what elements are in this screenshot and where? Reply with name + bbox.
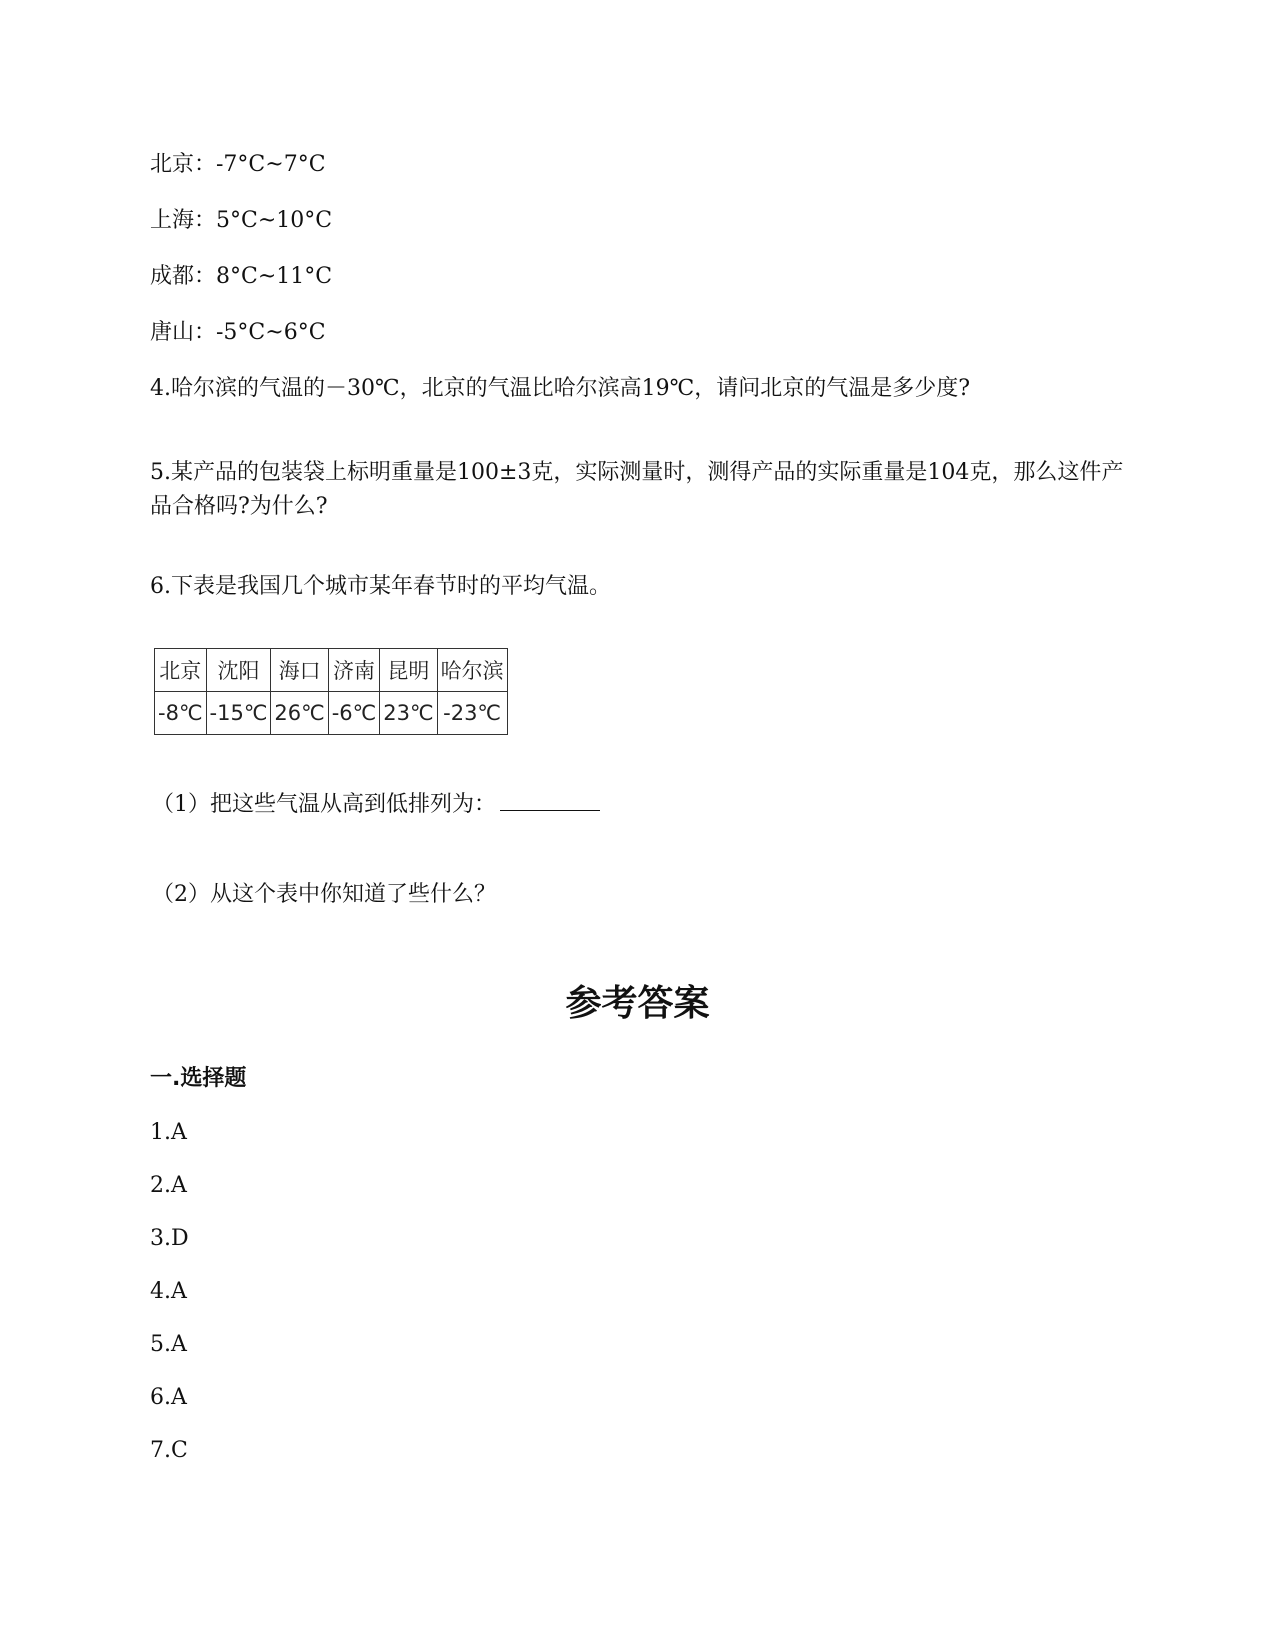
table-cell-temperature: -6℃ xyxy=(328,692,380,735)
table-cell-city: 沈阳 xyxy=(206,649,271,692)
table-cell-city: 昆明 xyxy=(380,649,437,692)
question-4: 4.哈尔滨的气温的－30℃，北京的气温比哈尔滨高19℃，请问北京的气温是多少度? xyxy=(150,376,970,401)
question-5: 5.某产品的包装袋上标明重量是100±3克，实际测量时，测得产品的实际重量是104克，那么这件产品合格吗?为什么? xyxy=(150,460,1124,519)
table-cell-temperature: -23℃ xyxy=(437,692,507,735)
table-cell-temperature: -8℃ xyxy=(155,692,207,735)
city-range-chengdu: 成都：8°C~11°C xyxy=(150,264,333,289)
question-6-part-1-text: （1）把这些气温从高到低排列为： xyxy=(152,792,496,817)
table-row-temperatures xyxy=(155,692,508,735)
table-cell-temperature: -15℃ xyxy=(206,692,271,735)
question-6-part-2: （2）从这个表中你知道了些什么？ xyxy=(152,882,496,907)
table-cell-city: 海口 xyxy=(271,649,328,692)
table-row-cities xyxy=(155,649,508,692)
answer-item: 1.A xyxy=(150,1120,187,1145)
answer-item: 3.D xyxy=(150,1226,189,1251)
answers-section-heading: 一.选择题 xyxy=(150,1066,247,1091)
question-6: 6.下表是我国几个城市某年春节时的平均气温。 xyxy=(150,574,611,599)
city-range-beijing: 北京：-7°C~7°C xyxy=(150,152,326,177)
answer-item: 5.A xyxy=(150,1332,187,1357)
table-cell-temperature: 23℃ xyxy=(380,692,437,735)
answer-item: 6.A xyxy=(150,1385,187,1410)
question-6-part-1 xyxy=(152,790,600,820)
table-cell-city: 济南 xyxy=(328,649,380,692)
answers-title: 参考答案 xyxy=(565,983,710,1024)
table-cell-city: 哈尔滨 xyxy=(437,649,507,692)
city-range-tangshan: 唐山：-5°C~6°C xyxy=(150,320,326,345)
answer-item: 4.A xyxy=(150,1279,187,1304)
answer-blank xyxy=(500,790,600,811)
temperature-table xyxy=(154,648,508,735)
table-cell-city: 北京 xyxy=(155,649,207,692)
table-cell-temperature: 26℃ xyxy=(271,692,328,735)
answer-item: 7.C xyxy=(150,1438,188,1463)
answer-item: 2.A xyxy=(150,1173,187,1198)
city-range-shanghai: 上海：5°C~10°C xyxy=(150,208,333,233)
